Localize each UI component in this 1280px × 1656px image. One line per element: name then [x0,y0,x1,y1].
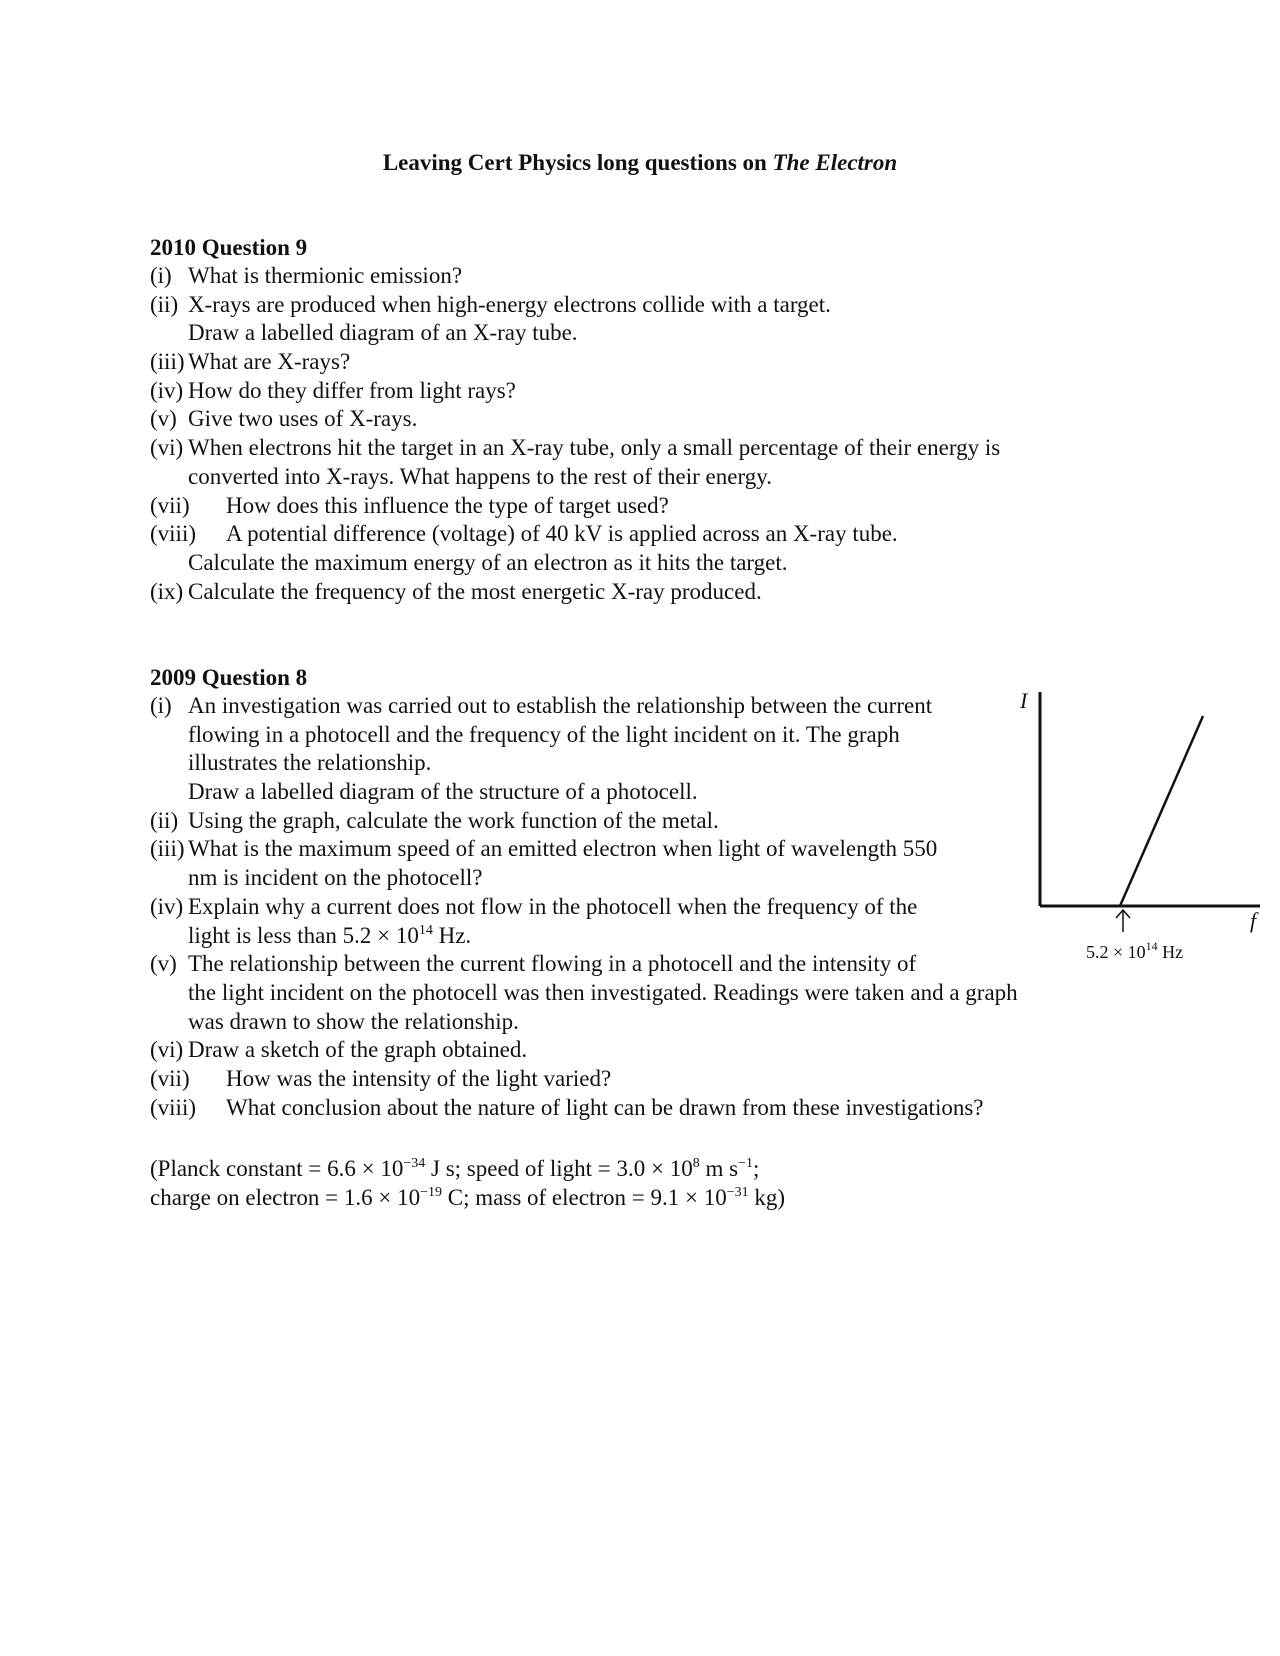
question-item [150,291,1110,320]
graph-line [1120,716,1203,906]
threshold-unit: Hz [1157,942,1184,962]
item-number: (iv) [150,893,184,919]
item-number: (ii) [150,807,179,833]
item-text: What is the maximum speed of an emitted electron when light of wavelength 550 [188,836,938,862]
question-item [150,434,1110,463]
question-item [150,807,1110,836]
question-item [150,692,1110,721]
item-continuation: the light incident on the photocell was then investigated. Readings were taken and a graph [188,979,1018,1005]
constants-block [150,1154,785,1212]
item-continuation: flowing in a photocell and the frequency of the light incident on it. The graph [188,721,900,747]
question-item [150,1094,1110,1123]
item-number: (vi) [150,1037,184,1063]
question-item [150,893,1110,922]
question-item [150,835,1110,864]
item-continuation: nm is incident on the photocell? [188,865,483,891]
current-frequency-graph [1010,688,1270,978]
constants-text: C; mass of electron = 9.1 × 10 [442,1185,727,1210]
question-heading: 2009 Question 8 [150,665,308,690]
exponent: 8 [692,1156,700,1171]
question-item [150,578,1110,607]
exponent: −31 [726,1185,749,1200]
question-item [150,348,1110,377]
item-continuation: was drawn to show the relationship. [188,1008,519,1034]
exponent: −1 [738,1156,753,1171]
item-text: Calculate the frequency of the most energetic X-ray produced. [188,578,762,604]
constants-text: charge on electron = 1.6 × 10 [150,1185,421,1210]
item-number: (i) [150,693,172,718]
item-number: (iv) [150,377,184,403]
item-number: (vii) [150,1065,190,1091]
item-continuation: Draw a labelled diagram of an X-ray tube. [188,320,578,346]
item-number: (vi) [150,435,184,461]
threshold-exponent: 14 [1145,939,1158,953]
item-text: How do they differ from light rays? [188,377,516,403]
item-text: light is less than 5.2 × 10 [188,922,419,948]
item-continuation: converted into X-rays. What happens to the rest of their energy. [188,463,772,489]
item-number: (iii) [150,349,185,375]
threshold-arrow [1116,910,1130,932]
exponent: −19 [420,1185,443,1200]
item-number: (ix) [150,578,184,604]
item-number: (v) [150,406,177,432]
question-item [150,492,1110,521]
item-number: (ii) [150,291,179,317]
question-2009 [150,664,1110,1122]
title-italic: The Electron [772,150,898,175]
item-continuation: Draw a labelled diagram of the structure of a photocell. [188,779,698,805]
item-text: Using the graph, calculate the work function of the metal. [188,807,719,833]
question-item [150,1036,1110,1065]
item-text: Give two uses of X-rays. [188,406,418,432]
item-number: (viii) [150,1094,196,1120]
item-text: The relationship between the current flowing in a photocell and the intensity of [188,951,917,977]
question-2010 [150,234,1110,606]
item-continuation: Calculate the maximum energy of an electron as it hits the target. [188,549,788,575]
item-text: What are X-rays? [188,349,351,375]
question-item [150,262,1110,291]
item-text: Explain why a current does not flow in the photocell when the frequency of the [188,893,918,919]
item-text: A potential difference (voltage) of 40 kV is applied across an X-ray tube. [226,521,898,547]
item-number: (v) [150,951,177,977]
question-item [150,950,1110,979]
constants-text: (Planck constant = 6.6 × 10 [150,1156,404,1181]
constants-line-1 [150,1154,785,1183]
item-text: How does this influence the type of target used? [226,492,669,518]
item-continuation: illustrates the relationship. [188,750,432,776]
item-number: (i) [150,263,172,288]
item-text: Hz. [432,922,472,948]
page-title [0,150,1280,176]
item-text: What is thermionic emission? [188,263,463,288]
threshold-label [1086,939,1183,962]
constants-line-2 [150,1183,785,1212]
item-text: What conclusion about the nature of light can be drawn from these investigations? [226,1094,984,1120]
item-text: How was the intensity of the light varied? [226,1065,612,1091]
title-main: Leaving Cert Physics long questions on [382,150,773,175]
constants-text: J s; speed of light = 3.0 × 10 [425,1156,693,1181]
constants-text: kg) [748,1185,786,1210]
x-axis-label: f [1250,908,1257,933]
item-number: (vii) [150,492,190,518]
y-axis-label: I [1020,688,1028,713]
exponent: 14 [418,922,433,938]
question-item [150,520,1110,549]
constants-text: m s [699,1156,739,1181]
item-text: X-rays are produced when high-energy electrons collide with a target. [188,291,831,317]
item-number: (iii) [150,836,185,862]
question-item [150,1065,1110,1094]
item-text: Draw a sketch of the graph obtained. [188,1037,528,1063]
question-item [150,377,1110,406]
exponent: −34 [403,1156,426,1171]
constants-text: ; [752,1156,760,1181]
question-items [150,262,1110,606]
threshold-base: 5.2 × 10 [1086,942,1146,962]
question-item [150,405,1110,434]
question-heading: 2010 Question 9 [150,235,308,260]
item-continuation [150,922,1110,951]
item-text: When electrons hit the target in an X-ray tube, only a small percentage of their energy is [188,435,1001,461]
item-number: (viii) [150,521,196,547]
item-text: An investigation was carried out to establish the relationship between the current [188,693,933,718]
